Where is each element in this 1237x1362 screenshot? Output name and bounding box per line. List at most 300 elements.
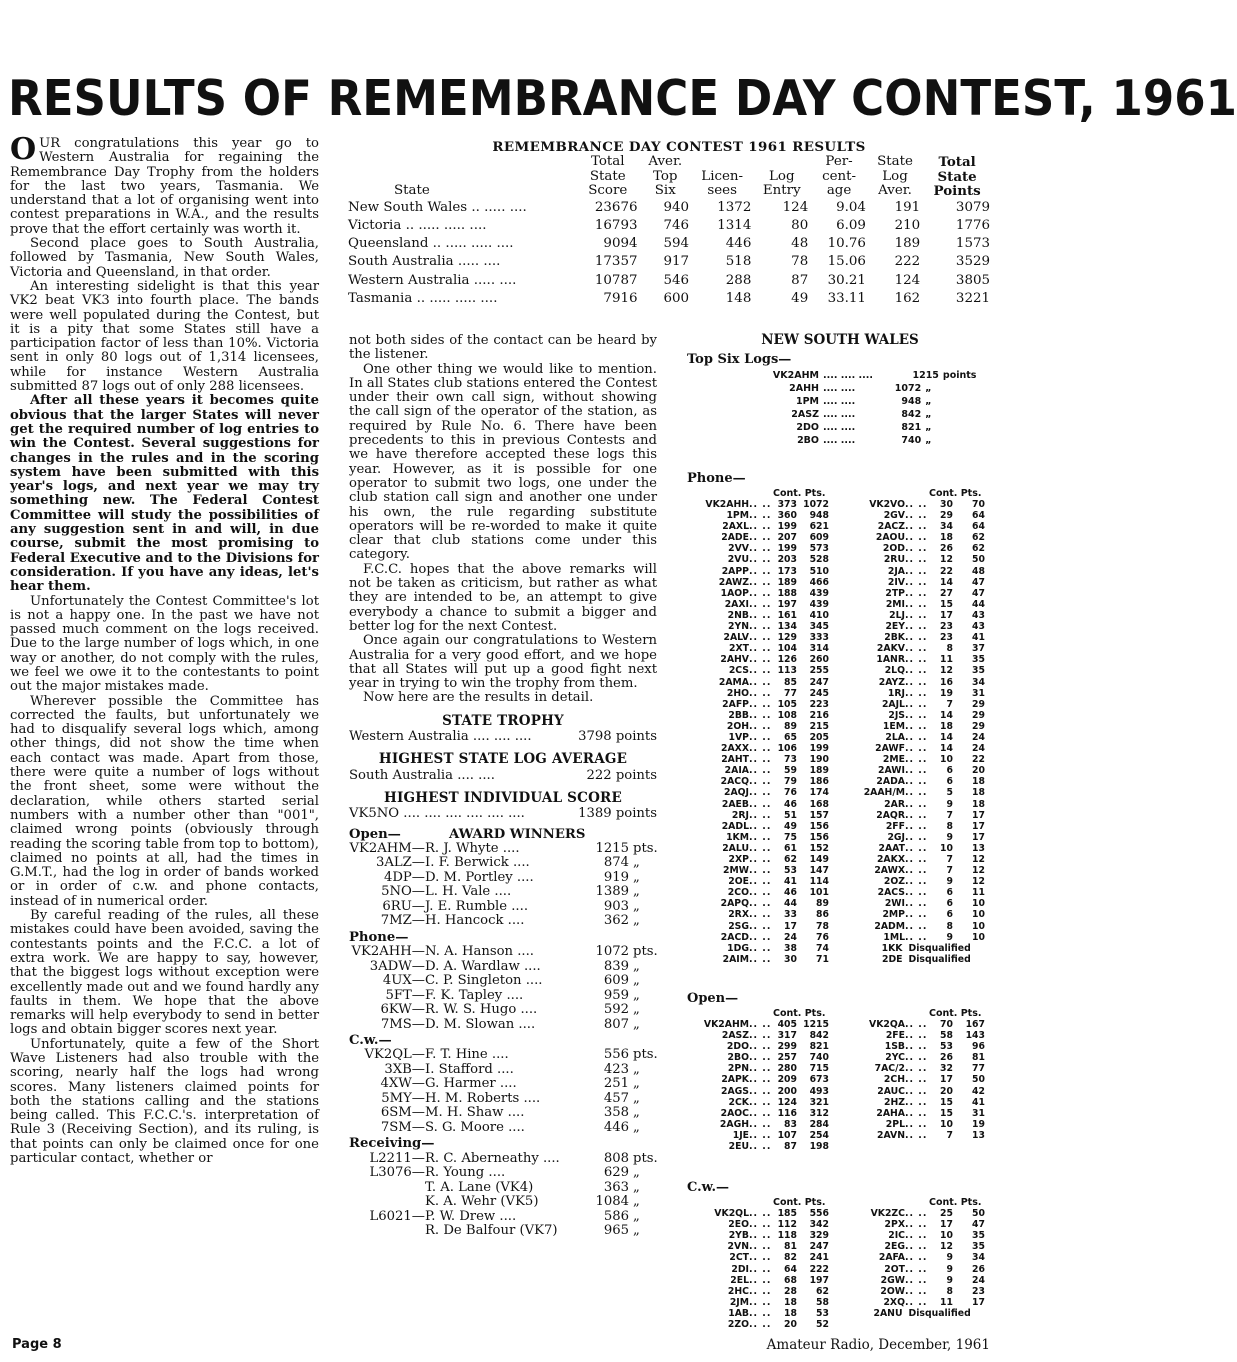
result-dots: .. .. — [749, 776, 772, 788]
award-name: D. M. Portley .... — [425, 869, 534, 885]
results-table-block — [346, 139, 992, 319]
result-row — [687, 621, 837, 632]
result-dots: .. .. — [749, 587, 772, 599]
award-name: R. De Balfour (VK7) — [425, 1223, 558, 1239]
result-points: 48 — [972, 565, 985, 577]
result-contacts: 10 — [940, 842, 953, 854]
top-six-row — [687, 408, 993, 421]
award-points: 362 — [603, 913, 629, 929]
list-header — [843, 488, 993, 499]
award-section-label: Receiving— — [349, 1136, 435, 1152]
award-name: H. Hancock .... — [425, 913, 525, 929]
result-points: 333 — [809, 632, 829, 644]
article-paragraph: After all these years it becomes quite obvious that the larger States will never get the required number of log entries to win the Contest. Several suggestions for changes in the rules and in the scoring system have been submitted with this year's logs, and next year we may try something new. The Federal Contest Committee will study the possibilities of any suggestion sent in and will, in due course, submit the most promising to Federal Executive and to the Divisions for consideration. If you have any ideas, let's hear them. — [10, 393, 319, 595]
award-unit: „ — [633, 869, 640, 885]
table-cell-avg: 162 — [894, 290, 921, 306]
result-dots: .. .. — [905, 499, 928, 510]
result-callsign: 2AHV — [720, 654, 749, 666]
result-dots: .. .. — [905, 776, 928, 788]
result-dots: .. .. — [749, 621, 772, 633]
result-dots: .. .. — [749, 1085, 772, 1097]
result-callsign: 2AMA — [718, 676, 749, 688]
award-winner-row — [349, 1003, 657, 1018]
result-contacts: 62 — [784, 854, 797, 865]
result-dots: .. .. — [749, 1241, 772, 1253]
result-row — [687, 921, 837, 932]
results-list — [843, 1008, 993, 1152]
table-cell-score: 9094 — [603, 236, 638, 252]
result-dots: .. .. — [905, 598, 928, 610]
result-points: 13 — [972, 1129, 985, 1141]
result-points: 10 — [972, 920, 985, 932]
award-callsign: 4DP— — [383, 869, 425, 885]
table-cell-top6: 940 — [663, 199, 690, 215]
result-row — [687, 799, 837, 810]
result-callsign: 2OW — [880, 1285, 905, 1297]
award-section-heading — [349, 828, 657, 842]
results-list — [687, 488, 837, 965]
award-name: R. J. Whyte .... — [425, 840, 520, 856]
result-contacts: 16 — [940, 676, 953, 688]
result-callsign: 2BB — [728, 709, 749, 721]
result-contacts: 73 — [784, 754, 797, 766]
results-pair — [687, 1197, 993, 1330]
result-contacts: 20 — [940, 1085, 953, 1097]
result-points: 77 — [972, 1063, 985, 1075]
top-six-callsign: 1PM — [795, 396, 819, 407]
results-table-body — [346, 199, 992, 309]
result-callsign: 1RJ — [887, 687, 905, 699]
result-dots: .. .. — [905, 820, 928, 832]
result-contacts: 79 — [784, 776, 797, 788]
award-winner-row — [349, 900, 657, 915]
result-callsign: 2AUC — [877, 1085, 905, 1097]
result-points: 205 — [809, 731, 829, 743]
result-row — [843, 943, 993, 954]
table-header-cell: Log Entry — [762, 168, 801, 198]
table-header-cell: Per- cent- age — [822, 154, 857, 198]
result-points: 58 — [816, 1296, 829, 1308]
award-winner-row — [349, 1018, 657, 1033]
result-points: 41 — [972, 1096, 985, 1108]
result-row — [843, 621, 993, 632]
highest-individual-score-heading: HIGHEST INDIVIDUAL SCORE — [384, 789, 622, 806]
award-winner-row — [349, 1166, 657, 1181]
result-callsign: 2AKV — [876, 643, 905, 655]
result-contacts: 87 — [784, 1140, 797, 1152]
result-points: 35 — [972, 1230, 985, 1242]
nsw-results-column — [687, 332, 993, 1332]
result-callsign: 1PM — [726, 510, 749, 522]
result-contacts: 107 — [777, 1129, 797, 1141]
result-callsign: 1JE — [732, 1129, 749, 1141]
result-contacts: 38 — [784, 942, 797, 954]
result-callsign: 2AGS — [721, 1085, 749, 1097]
result-callsign: 2AWX — [874, 865, 905, 877]
result-dots: .. .. — [905, 787, 928, 799]
result-contacts: 75 — [784, 831, 797, 843]
result-callsign: 2LA — [885, 731, 905, 743]
article-paragraph: An interesting sidelight is that this year VK2 beat VK3 into fourth place. The bands were well populated during the Contest, but it is a pity that some States still have a participation factor of less than 10%. Victoria sent in only 80 logs out of 1,314 licensees, while for instance Western Australia submitted 87 logs out of only 288 licensees. — [10, 278, 319, 395]
award-winner-row — [349, 856, 657, 871]
result-callsign: 2CH — [883, 1074, 905, 1086]
result-contacts: 200 — [777, 1085, 797, 1097]
result-points: 167 — [965, 1018, 985, 1030]
result-callsign: 2DI — [731, 1263, 749, 1275]
table-cell-points: 3221 — [955, 290, 990, 306]
result-contacts: 83 — [784, 1118, 797, 1130]
table-header-cell: State Log Aver. — [877, 154, 913, 198]
award-unit: „ — [633, 1090, 640, 1106]
table-row — [346, 253, 992, 271]
result-contacts: 34 — [940, 521, 953, 533]
result-contacts: 105 — [777, 698, 797, 710]
result-callsign: 2AIA — [724, 765, 749, 777]
award-points: 446 — [603, 1119, 629, 1135]
result-row — [843, 954, 993, 965]
result-row — [843, 921, 993, 932]
award-winner-row — [349, 1121, 657, 1136]
result-contacts: 280 — [777, 1063, 797, 1075]
result-points: 342 — [809, 1219, 829, 1231]
result-callsign: 2AOC — [720, 1107, 749, 1119]
top-six-unit: „ — [925, 383, 932, 394]
result-callsign: 2ANU — [873, 1307, 903, 1319]
page-number: Page 8 — [12, 1337, 62, 1352]
result-points: 199 — [809, 743, 829, 755]
result-contacts: 29 — [940, 510, 953, 522]
result-row — [687, 1308, 837, 1319]
results-list — [843, 488, 993, 965]
result-points: 410 — [809, 609, 829, 621]
result-contacts: 257 — [777, 1052, 797, 1064]
result-callsign: 2EY — [885, 621, 905, 633]
result-row — [687, 810, 837, 821]
award-winner-row — [349, 1092, 657, 1107]
result-callsign: 1AOP — [720, 587, 749, 599]
result-dots: .. .. — [905, 676, 928, 688]
result-dots: .. .. — [749, 1041, 772, 1053]
result-row — [843, 1030, 993, 1041]
result-contacts: 129 — [777, 632, 797, 644]
result-points: 152 — [809, 842, 829, 854]
table-cell-top6: 917 — [663, 254, 690, 270]
result-row — [843, 632, 993, 643]
page-headline: RESULTS OF REMEMBRANCE DAY CONTEST, 1961 — [8, 70, 1237, 127]
result-row — [687, 1275, 837, 1286]
top-six-points: 842 — [901, 409, 922, 420]
result-callsign: VK2QA — [869, 1018, 905, 1030]
result-dots: .. .. — [749, 687, 772, 699]
result-points: 47 — [972, 587, 985, 599]
article-paragraph: Once again our congratulations to Western Australia for a very good effort, and we hope that all States will put up a good fight next year in trying to win the trophy from them. — [349, 633, 657, 692]
result-callsign: 2TP — [885, 587, 905, 599]
result-callsign: 2MP — [882, 909, 905, 921]
result-row — [843, 1086, 993, 1097]
result-contacts: 108 — [777, 709, 797, 721]
top-six-points: 1072 — [894, 383, 922, 394]
result-callsign: 2GV — [883, 510, 905, 522]
result-row — [687, 776, 837, 787]
result-dots: .. .. — [749, 576, 772, 588]
award-winner-row — [349, 1195, 657, 1210]
result-points: 47 — [972, 576, 985, 588]
top-six-callsign: 2ASZ — [791, 409, 819, 420]
result-row — [843, 743, 993, 754]
table-row — [346, 217, 992, 235]
result-row — [843, 754, 993, 765]
highest-state-log-average-name: South Australia .... .... — [349, 767, 495, 783]
top-six-dots: .... .... — [823, 422, 856, 433]
result-points: 222 — [809, 1263, 829, 1275]
result-row — [687, 532, 837, 543]
result-dots: .. .. — [749, 543, 772, 555]
top-six-callsign: VK2AHM — [772, 370, 819, 381]
cont-pts-header: Cont. Pts. — [773, 488, 826, 499]
result-row — [843, 787, 993, 798]
result-callsign: 2OZ — [883, 876, 905, 888]
result-callsign: VK2AHM — [703, 1018, 749, 1030]
result-dots: .. .. — [905, 1230, 928, 1242]
state-trophy-name: Western Australia .... .... .... — [349, 729, 532, 745]
award-points: 874 — [603, 855, 629, 871]
result-dots: .. .. — [905, 1219, 928, 1231]
result-row — [843, 1308, 993, 1319]
result-callsign: 2MW — [723, 865, 749, 877]
result-dots: .. .. — [905, 1118, 928, 1130]
result-points: 71 — [816, 953, 829, 965]
award-callsign: VK2AHH— — [351, 944, 425, 960]
table-cell-logs: 87 — [791, 272, 809, 288]
result-contacts: 14 — [940, 731, 953, 743]
award-winner-row — [349, 960, 657, 975]
result-row — [687, 643, 837, 654]
result-points: 143 — [965, 1030, 985, 1042]
result-callsign: 1EM — [882, 720, 905, 732]
result-row — [687, 1141, 837, 1152]
article-paragraph: F.C.C. hopes that the above remarks will not be taken as criticism, but rather as what they are intended to be, an attempt to give everybody a chance to submit a bigger and better log for the next Contest. — [349, 561, 657, 634]
award-callsign: 3ALZ— — [375, 855, 425, 871]
result-contacts: 9 — [946, 1263, 953, 1275]
result-contacts: 207 — [777, 532, 797, 544]
results-list — [687, 1008, 837, 1152]
result-callsign: VK2AHH — [705, 499, 749, 510]
result-callsign: 2ADM — [874, 920, 905, 932]
result-dots: .. .. — [905, 1252, 928, 1264]
result-points: 312 — [809, 1107, 829, 1119]
result-dots: .. .. — [749, 942, 772, 954]
result-callsign: 2AKX — [876, 854, 905, 865]
result-row — [687, 1119, 837, 1130]
result-dots: .. .. — [905, 1041, 928, 1053]
table-cell-licensees: 148 — [725, 290, 752, 306]
result-row — [843, 898, 993, 909]
award-name: R. W. S. Hugo .... — [425, 1002, 538, 1018]
top-six-dots: .... .... — [823, 409, 856, 420]
award-section-label: C.w.— — [349, 1033, 392, 1049]
award-name: I. F. Berwick .... — [425, 855, 530, 871]
list-header — [687, 1008, 837, 1019]
award-unit: „ — [633, 898, 640, 914]
table-row — [346, 290, 992, 308]
result-row — [687, 1230, 837, 1241]
result-points: 156 — [809, 831, 829, 843]
result-dots: .. .. — [905, 687, 928, 699]
result-dots: .. .. — [749, 754, 772, 766]
award-unit: „ — [633, 884, 640, 900]
result-row — [843, 1097, 993, 1108]
award-winner-row — [349, 989, 657, 1004]
award-unit: pts. — [633, 1150, 658, 1166]
table-cell-licensees: 518 — [725, 254, 752, 270]
award-unit: „ — [633, 1105, 640, 1121]
result-callsign: 2ASZ — [721, 1030, 749, 1042]
result-callsign: 2RU — [883, 554, 905, 566]
result-row — [843, 821, 993, 832]
table-header-cell: State — [394, 183, 430, 198]
drop-cap: O — [10, 132, 37, 167]
result-contacts: 11 — [940, 1296, 953, 1308]
result-points: 10 — [972, 898, 985, 910]
result-points: 314 — [809, 643, 829, 655]
result-dots: .. .. — [749, 876, 772, 888]
award-unit: pts. — [633, 944, 658, 960]
result-callsign: 2JM — [729, 1296, 749, 1308]
result-contacts: 113 — [777, 665, 797, 677]
result-points: 223 — [809, 698, 829, 710]
result-dots: .. .. — [905, 909, 928, 921]
award-callsign: 5NO— — [381, 884, 425, 900]
result-callsign: VK2ZC — [870, 1208, 905, 1220]
result-dots: .. .. — [905, 1241, 928, 1253]
result-contacts: 9 — [946, 876, 953, 888]
result-row — [687, 499, 837, 510]
result-points: 24 — [972, 1274, 985, 1286]
result-contacts: 23 — [940, 621, 953, 633]
top-six-dots: .... .... .... — [823, 370, 873, 381]
award-unit: „ — [633, 1223, 640, 1239]
result-row — [687, 909, 837, 920]
result-callsign: 2MI — [885, 598, 905, 610]
result-row — [687, 1319, 837, 1330]
result-callsign: 2AR — [884, 798, 905, 810]
result-row — [687, 588, 837, 599]
award-unit: „ — [633, 1179, 640, 1195]
result-callsign: 2ALV — [723, 632, 749, 644]
result-dots: .. .. — [749, 565, 772, 577]
table-cell-points: 3529 — [955, 254, 990, 270]
result-points: 24 — [972, 743, 985, 755]
result-contacts: 203 — [777, 554, 797, 566]
result-points: 609 — [809, 532, 829, 544]
result-callsign: 2BK — [884, 632, 905, 644]
result-row — [843, 532, 993, 543]
award-winner-row — [349, 1152, 657, 1167]
result-points: 12 — [972, 865, 985, 877]
result-points: 439 — [809, 587, 829, 599]
result-dots: .. .. — [905, 1296, 928, 1308]
result-dots: .. .. — [905, 621, 928, 633]
results-list — [843, 1197, 993, 1330]
result-dots: .. .. — [749, 1230, 772, 1242]
award-points: 423 — [603, 1061, 629, 1077]
result-points: 247 — [809, 1241, 829, 1253]
result-contacts: 77 — [784, 687, 797, 699]
top-six-points: 1215 — [912, 370, 939, 381]
result-points: 621 — [809, 521, 829, 533]
result-points: 241 — [809, 1252, 829, 1264]
result-contacts: 6 — [946, 887, 953, 899]
result-dots: .. .. — [749, 898, 772, 910]
cont-pts-header: Cont. Pts. — [773, 1197, 826, 1209]
result-dots: .. .. — [749, 953, 772, 965]
top-six-points: 740 — [901, 435, 922, 446]
award-points: 251 — [603, 1076, 629, 1092]
result-contacts: 82 — [784, 1252, 797, 1264]
cont-pts-header: Cont. Pts. — [929, 1007, 982, 1019]
result-callsign: 2AIM — [722, 953, 749, 965]
result-points: 174 — [809, 787, 829, 799]
result-points: 157 — [809, 809, 829, 821]
award-name: D. A. Wardlaw .... — [425, 958, 541, 974]
result-callsign: 2ACS — [877, 887, 905, 899]
award-unit: „ — [633, 1016, 640, 1032]
result-callsign: 2ZO — [727, 1319, 749, 1330]
table-cell-score: 17357 — [594, 254, 638, 270]
state-trophy-line — [349, 730, 657, 744]
result-points: 948 — [809, 510, 829, 522]
list-header — [687, 1197, 837, 1208]
result-points: 31 — [972, 1107, 985, 1119]
result-row — [843, 1041, 993, 1052]
award-callsign: 6RU— — [382, 898, 425, 914]
result-row — [687, 566, 837, 577]
result-row — [843, 699, 993, 710]
result-row — [843, 1286, 993, 1297]
award-name: S. G. Moore .... — [425, 1119, 525, 1135]
result-dots: .. .. — [905, 731, 928, 743]
award-name: L. H. Vale .... — [425, 884, 512, 900]
result-callsign: 2EG — [884, 1241, 905, 1253]
result-dots: .. .. — [905, 510, 928, 522]
award-points: 839 — [603, 958, 629, 974]
result-dots: .. .. — [905, 1263, 928, 1275]
result-row — [687, 754, 837, 765]
result-callsign: 2CO — [727, 887, 749, 899]
result-contacts: 23 — [940, 632, 953, 644]
result-contacts: 89 — [784, 720, 797, 732]
result-row — [687, 843, 837, 854]
result-row — [843, 665, 993, 676]
result-row — [687, 710, 837, 721]
award-unit: „ — [633, 1208, 640, 1224]
award-name: D. M. Slowan .... — [425, 1016, 536, 1032]
result-dots: .. .. — [905, 1018, 928, 1030]
result-row — [687, 1108, 837, 1119]
publication-info: Amateur Radio, December, 1961 — [766, 1337, 990, 1353]
result-callsign: 2EO — [728, 1219, 749, 1231]
result-contacts: 30 — [784, 953, 797, 965]
result-contacts: 46 — [784, 887, 797, 899]
award-name: M. H. Shaw .... — [425, 1105, 525, 1121]
award-winner-row — [349, 1210, 657, 1225]
result-points: 35 — [972, 654, 985, 666]
result-points: 50 — [972, 1074, 985, 1086]
result-contacts: 9 — [946, 1274, 953, 1286]
result-callsign: 2ADL — [721, 820, 749, 832]
result-contacts: 64 — [784, 1263, 797, 1275]
result-contacts: 19 — [940, 687, 953, 699]
